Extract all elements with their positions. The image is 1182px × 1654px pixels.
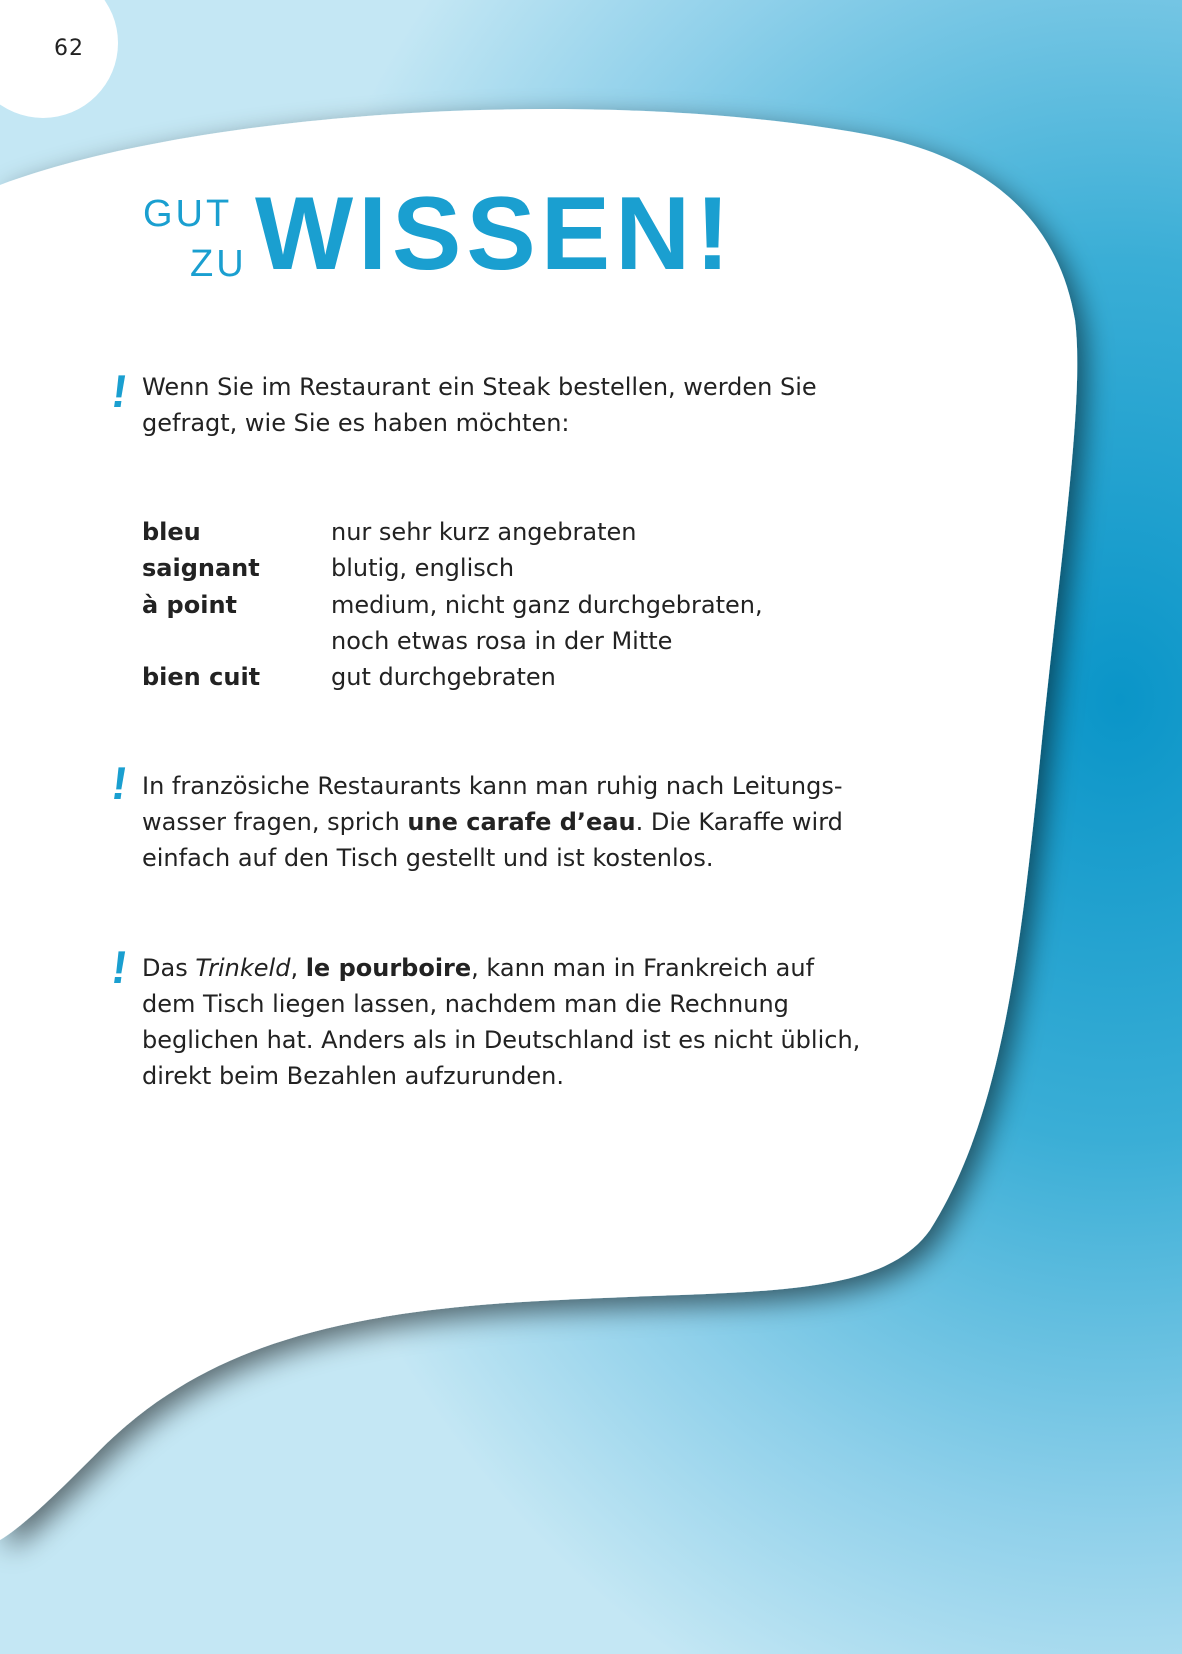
doneness-definition: blutig, englisch	[331, 554, 515, 582]
title-zu: ZU	[190, 243, 247, 285]
tip-text: ,	[290, 954, 306, 982]
exclamation-icon: !	[108, 365, 131, 417]
exclamation-icon: !	[108, 941, 131, 993]
tip-intro: Wenn Sie im Restaurant ein Steak bestellen, werden Sie gefragt, wie Sie es haben möchten:	[142, 373, 817, 437]
page-title: WISSEN!	[255, 176, 735, 292]
doneness-definition: gut durchgebraten	[331, 663, 556, 691]
tip-text: Das	[142, 954, 196, 982]
doneness-term: saignant	[142, 554, 260, 582]
doneness-definition: nur sehr kurz angebraten	[331, 518, 637, 546]
doneness-term: bleu	[142, 518, 201, 546]
title-gut: GUT	[143, 193, 233, 235]
tip-text: In französiche Restaurants kann man ruhig nach Leitungs-wasser fragen, sprich	[142, 772, 843, 836]
page-number: 62	[54, 36, 84, 61]
tip-bold-term: le pourboire	[305, 954, 472, 982]
doneness-definition: medium, nicht ganz durchgebraten,	[331, 591, 763, 619]
tip-tap-water	[142, 768, 872, 876]
tip-tipping	[142, 950, 872, 1094]
doneness-term: bien cuit	[142, 663, 261, 691]
tip-text: , kann man in Frankreich auf dem Tisch liegen lassen, nachdem man die Rechnung beglichen hat. Anders als in Deutschland ist es nicht üblich, direkt beim Bezahlen aufzurunden.	[142, 954, 861, 1090]
doneness-definition: noch etwas rosa in der Mitte	[331, 627, 673, 655]
doneness-term: à point	[142, 591, 238, 619]
tip-text: . Die Karaffe wird einfach auf den Tisch gestellt und ist kostenlos.	[142, 808, 843, 872]
exclamation-icon: !	[108, 757, 131, 809]
tip-bold-term: une carafe d’eau	[407, 808, 636, 836]
tip-italic-term: Trinkeld	[195, 954, 291, 982]
